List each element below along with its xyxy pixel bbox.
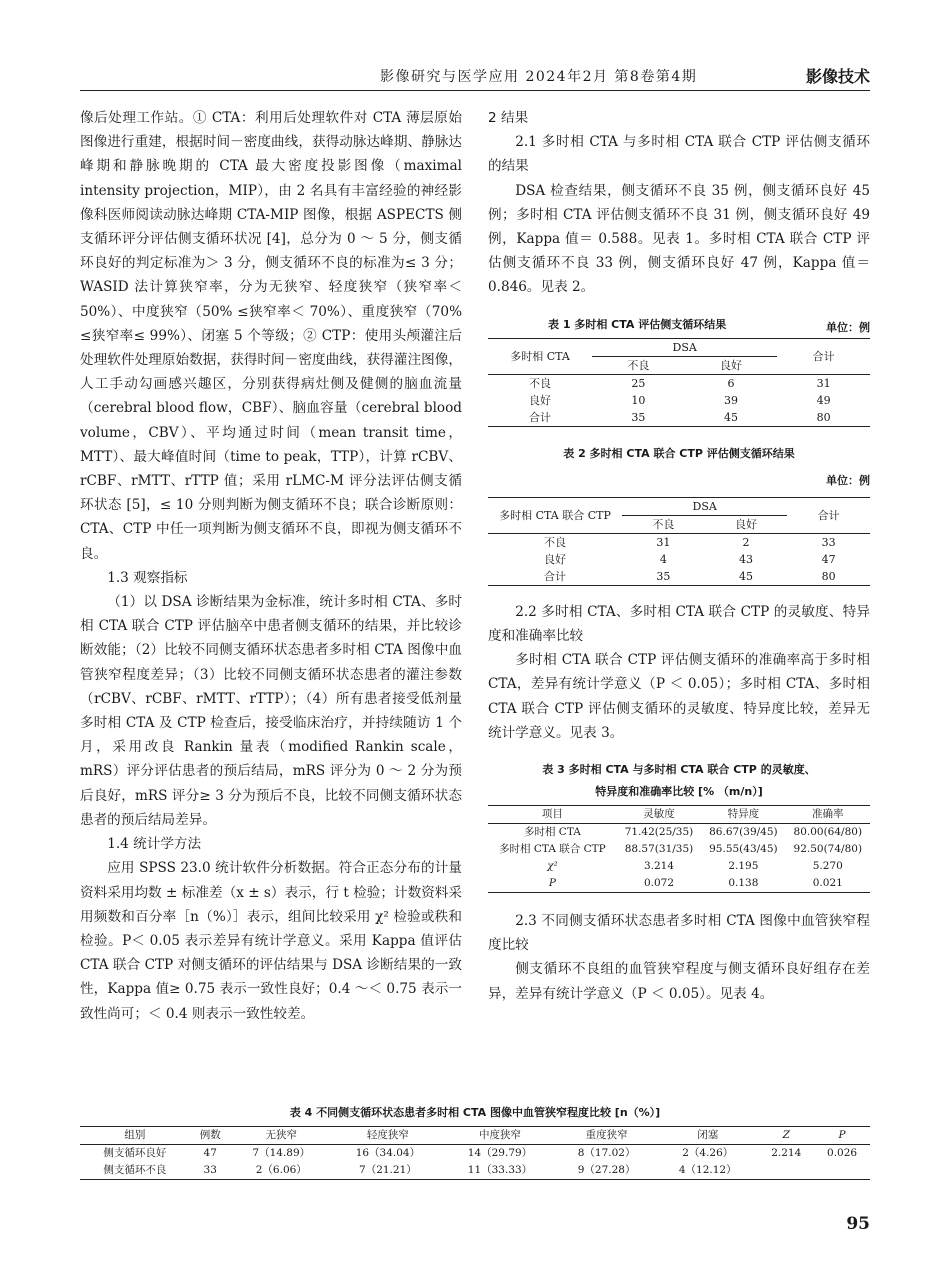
table-2 bbox=[488, 497, 870, 586]
table4-cell: 7（21.21） bbox=[359, 1164, 417, 1176]
table3-cell: χ² bbox=[547, 860, 558, 873]
table3-cell: 0.138 bbox=[728, 877, 759, 890]
right-column bbox=[488, 106, 870, 1006]
table3-cell: 92.50(74/80) bbox=[793, 843, 863, 856]
paragraph-2-3: 侧支循环不良组的血管狭窄程度与侧支循环良好组存在差异，差异有统计学意义（P ＜ 0.05）。见表 4。 bbox=[488, 961, 870, 1002]
journal-info: 影像研究与医学应用 2024年2月 第8卷第4期 bbox=[380, 69, 698, 85]
table2-col-good: 良好 bbox=[705, 515, 788, 533]
table4-cell: 2（4.26） bbox=[682, 1147, 734, 1159]
table3-caption-line2: 特异度和准确率比较 [% （m/n）] bbox=[595, 785, 763, 799]
table1-cell: 10 bbox=[631, 393, 646, 407]
table-row bbox=[80, 1162, 870, 1180]
table2-total-header: 合计 bbox=[787, 497, 870, 533]
table2-row-header: 多时相 CTA 联合 CTP bbox=[488, 497, 622, 533]
table-row bbox=[488, 875, 870, 893]
table2-cell: 45 bbox=[738, 569, 753, 583]
table4-cell: 14（29.79） bbox=[467, 1147, 533, 1159]
table3-cell: 5.270 bbox=[812, 860, 843, 873]
table4-cell: 0.026 bbox=[827, 1147, 858, 1159]
table-row bbox=[488, 533, 870, 551]
table1-col-bad: 不良 bbox=[592, 356, 685, 374]
table2-cell: 31 bbox=[656, 535, 671, 549]
table-row bbox=[488, 858, 870, 875]
table1-total-header: 合计 bbox=[777, 338, 870, 374]
table4-cell: 侧支循环良好 bbox=[103, 1147, 167, 1159]
results-heading: 2 结果 bbox=[488, 110, 529, 126]
table-3 bbox=[488, 805, 870, 893]
table-row bbox=[488, 392, 870, 409]
table1-row-header: 多时相 CTA bbox=[488, 338, 592, 374]
table1-cell: 6 bbox=[727, 376, 735, 390]
table1-cell: 45 bbox=[723, 410, 738, 424]
table4-cell: 9（27.28） bbox=[577, 1164, 636, 1176]
paragraph-2-1: DSA 检查结果，侧支循环不良 35 例，侧支循环良好 45 例；多时相 CTA 评估侧支循环不良 31 例，侧支循环良好 49 例，Kappa 值＝ 0.588。见表 1。多时相 CTA 联合 CTP 评估侧支循环不良 33 例，侧支循环良好 47 例，Kappa 值＝ 0.846。见表 2。 bbox=[488, 182, 870, 296]
table2-cell: 33 bbox=[821, 535, 836, 549]
table4-cell: 侧支循环不良 bbox=[103, 1164, 167, 1176]
table3-header: 特异度 bbox=[727, 808, 760, 821]
table3-cell: 3.214 bbox=[643, 860, 675, 873]
table1-cell: 31 bbox=[816, 376, 831, 390]
table4-cell bbox=[758, 1162, 814, 1180]
table2-cell: 80 bbox=[821, 569, 836, 583]
table3-cell: 多时相 CTA bbox=[523, 826, 581, 839]
table1-cell: 不良 bbox=[529, 376, 551, 390]
table4-header: 例数 bbox=[199, 1129, 221, 1141]
table4-cell: 33 bbox=[203, 1164, 217, 1176]
table2-cell: 2 bbox=[742, 535, 750, 549]
table4-header: P bbox=[838, 1129, 846, 1141]
table4-header: 重度狭窄 bbox=[585, 1129, 628, 1141]
table2-cell: 合计 bbox=[544, 569, 566, 583]
table4-header: 中度狭窄 bbox=[478, 1129, 521, 1141]
table1-cell: 合计 bbox=[529, 410, 551, 424]
table-row bbox=[80, 1145, 870, 1163]
table2-cell: 47 bbox=[821, 552, 836, 566]
table3-cell: 0.072 bbox=[643, 877, 675, 890]
table1-unit: 单位：例 bbox=[826, 320, 870, 334]
table1-caption: 表 1 多时相 CTA 评估侧支循环结果 bbox=[548, 317, 727, 331]
table4-cell: 7（14.89） bbox=[252, 1147, 311, 1159]
table-row bbox=[488, 841, 870, 858]
table3-cell: 71.42(25/35) bbox=[624, 826, 694, 839]
table4-cell: 16（34.04） bbox=[355, 1147, 421, 1159]
table2-caption: 表 2 多时相 CTA 联合 CTP 评估侧支循环结果 bbox=[563, 446, 795, 460]
table3-cell: 95.55(43/45) bbox=[709, 843, 778, 856]
table-1 bbox=[488, 338, 870, 427]
table-row bbox=[488, 409, 870, 427]
table-row bbox=[488, 551, 870, 568]
table4-cell: 11（33.33） bbox=[467, 1164, 533, 1176]
table3-cell: 80.00(64/80) bbox=[793, 826, 863, 839]
running-header bbox=[80, 62, 870, 91]
table1-cell: 良好 bbox=[529, 393, 551, 407]
table1-cell: 80 bbox=[816, 410, 831, 424]
table1-caption-row bbox=[488, 316, 870, 334]
subheading-2-2: 2.2 多时相 CTA、多时相 CTA 联合 CTP 的灵敏度、特异度和准确率比较 bbox=[488, 603, 870, 645]
table1-cell: 39 bbox=[723, 393, 738, 407]
table4-header: 组别 bbox=[124, 1129, 146, 1141]
table3-cell: 2.195 bbox=[728, 860, 759, 873]
table3-cell: 88.57(31/35) bbox=[624, 843, 694, 856]
table2-cell: 43 bbox=[738, 552, 753, 566]
table3-cell: 86.67(39/45) bbox=[709, 826, 778, 839]
table4-cell: 4（12.12） bbox=[678, 1164, 737, 1176]
table2-group-header: DSA bbox=[622, 497, 787, 515]
left-column bbox=[80, 106, 462, 1026]
table2-cell: 4 bbox=[659, 552, 667, 566]
table1-group-header: DSA bbox=[592, 338, 777, 356]
table4-block bbox=[80, 1104, 870, 1180]
section-title: 影像技术 bbox=[805, 67, 870, 86]
paragraph-2-2: 多时相 CTA 联合 CTP 评估侧支循环的准确率高于多时相 CTA，差异有统计学意义（P ＜ 0.05）；多时相 CTA、多时相 CTA 联合 CTP 评估侧支循环的灵敏度、特异度比较，差异无统计学意义。见表 3。 bbox=[488, 652, 870, 741]
table4-cell: 2.214 bbox=[771, 1147, 802, 1159]
table3-cell: P bbox=[548, 877, 556, 890]
page-number: 95 bbox=[846, 1214, 870, 1234]
table4-cell bbox=[814, 1162, 870, 1180]
table4-header: 无狭窄 bbox=[265, 1129, 298, 1141]
table2-cell: 良好 bbox=[544, 552, 566, 566]
table2-cell: 35 bbox=[656, 569, 671, 583]
table4-caption: 表 4 不同侧支循环状态患者多时相 CTA 图像中血管狭窄程度比较 [n（%）] bbox=[289, 1106, 661, 1119]
table4-header: Z bbox=[782, 1129, 790, 1141]
statistics-paragraph: 应用 SPSS 23.0 统计软件分析数据。符合正态分布的计量资料采用均数 ± 标准差（x ± s）表示，行 t 检验；计数资料采用频数和百分率［n（%）］表示，组间比较采用 χ² 检验或秩和检验。P＜ 0.05 表示差异有统计学意义。采用 Kappa 值评估 CTA 联合 CTP 对侧支循环的评估结果与 DSA 诊断结果的一致性，Kappa 值≥ 0.75 表示一致性良好；0.4 ～＜ 0.75 表示一致性尚可；＜ 0.4 则表示一致性较差。 bbox=[80, 860, 462, 1022]
table1-cell: 35 bbox=[631, 410, 646, 424]
table4-cell: 8（17.02） bbox=[577, 1147, 636, 1159]
table4-header: 轻度狭窄 bbox=[366, 1129, 409, 1141]
subheading-2-3: 2.3 不同侧支循环状态患者多时相 CTA 图像中血管狭窄程度比较 bbox=[488, 913, 870, 954]
table4-cell: 2（6.06） bbox=[255, 1164, 307, 1176]
table3-header: 灵敏度 bbox=[643, 808, 675, 821]
table3-cell: 多时相 CTA 联合 CTP bbox=[499, 843, 606, 856]
table3-header: 项目 bbox=[541, 808, 563, 821]
table3-caption-line1: 表 3 多时相 CTA 与多时相 CTA 联合 CTP 的灵敏度、 bbox=[542, 763, 816, 777]
table1-cell: 25 bbox=[631, 376, 646, 390]
table4-cell: 47 bbox=[203, 1147, 217, 1159]
subheading-2-1: 2.1 多时相 CTA 与多时相 CTA 联合 CTP 评估侧支循环的结果 bbox=[488, 134, 870, 175]
table2-unit: 单位：例 bbox=[826, 473, 870, 487]
table-row bbox=[488, 568, 870, 586]
table1-col-good: 良好 bbox=[685, 356, 778, 374]
observation-paragraph: （1）以 DSA 诊断结果为金标准，统计多时相 CTA、多时相 CTA 联合 CTP 评估脑卒中患者侧支循环的结果，并比较诊断效能；（2）比较不同侧支循环状态患者多时相 CTA 图像中血管狭窄程度差异；（3）比较不同侧支循环状态患者的灌注参数（rCBV、rCBF、rMTT、rTTP）；（4）所有患者接受低剂量多时相 CTA 及 CTP 检查后，接受临床治疗，并持续随访 1 个月，采用改良 Rankin 量表（modified Rankin scale，mRS）评分评估患者的预后结局，mRS 评分为 0 ～ 2 分为预后良好，mRS 评分≥ 3 分为预后不良，比较不同侧支循环状态患者的预后结局差异。 bbox=[80, 594, 462, 828]
table3-header: 准确率 bbox=[812, 808, 844, 821]
subheading-observation: 1.3 观察指标 bbox=[107, 569, 188, 586]
table-4 bbox=[80, 1126, 870, 1180]
table-row bbox=[488, 824, 870, 842]
table3-cell: 0.021 bbox=[812, 877, 843, 890]
table2-col-bad: 不良 bbox=[622, 515, 705, 533]
table4-header: 闭塞 bbox=[697, 1129, 719, 1141]
table2-cell: 不良 bbox=[544, 535, 566, 549]
subheading-statistics: 1.4 统计学方法 bbox=[107, 836, 202, 853]
method-paragraph: 像后处理工作站。① CTA：利用后处理软件对 CTA 薄层原始图像进行重建，根据时间－密度曲线，获得动脉达峰期、静脉达峰期和静脉晚期的 CTA 最大密度投影图像（maximal intensity projection，MIP），由 2 名具有丰富经验的神经影像科医师阅读动脉达峰期 CTA-MIP 图像，根据 ASPECTS 侧支循环评分评估侧支循环状况 [4]，总分为 0 ～ 5 分，侧支循环良好的判定标准为＞ 3 分，侧支循环不良的标准为≤ 3 分；WASID 法计算狭窄率，分为无狭窄、轻度狭窄（狭窄率＜ 50%）、中度狭窄（50% ≤狭窄率＜ 70%）、重度狭窄（70% ≤狭窄率≤ 99%）、闭塞 5 个等级；② CTP：使用头颅灌注后处理软件处理原始数据，获得时间－密度曲线，获得灌注图像，人工手动勾画感兴趣区，分别获得病灶侧及健侧的脑血流量（cerebral blood flow，CBF）、脑血容量（cerebral blood volume，CBV）、平均通过时间（mean transit time，MTT）、最大峰值时间（time to peak，TTP），计算 rCBV、rCBF、rMTT、rTTP 值；采用 rLMC-M 评分法评估侧支循环状态 [5]，≤ 10 分则判断为侧支循环不良；联合诊断原则：CTA、CTP 中任一项判断为侧支循环不良，即视为侧支循环不良。 bbox=[80, 110, 462, 562]
table1-cell: 49 bbox=[816, 393, 831, 407]
table-row bbox=[488, 374, 870, 392]
